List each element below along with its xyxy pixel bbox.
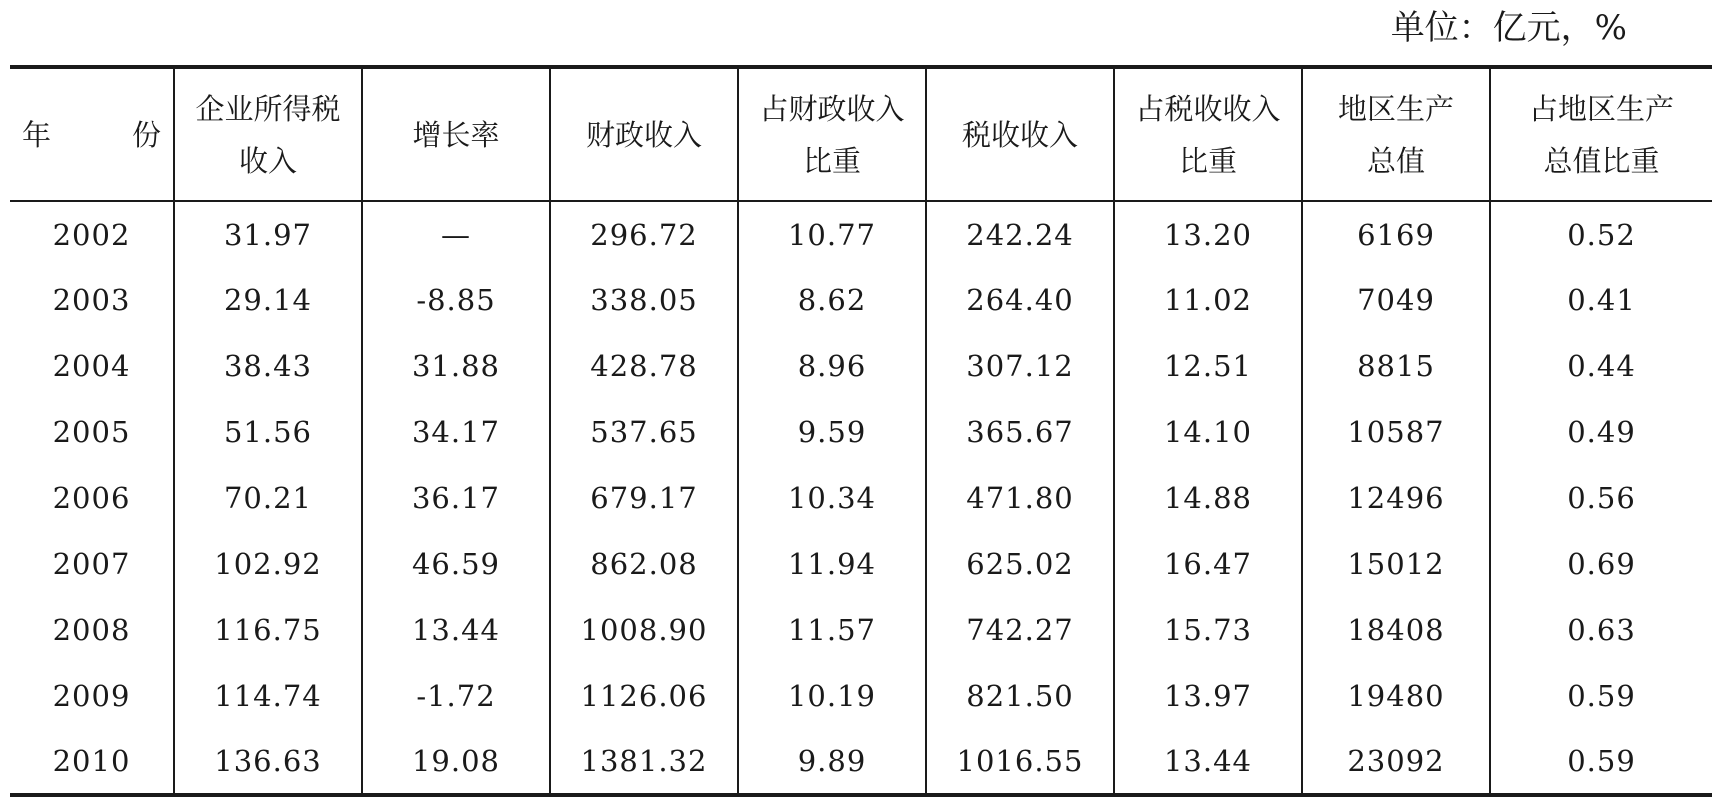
header-label: 收入 (238, 143, 297, 178)
table-cell: 19.08 (362, 729, 550, 795)
table-cell: 14.88 (1114, 465, 1302, 531)
table-cell: 11.02 (1114, 267, 1302, 333)
table-cell: 0.59 (1490, 729, 1712, 795)
table-cell: 10.77 (738, 201, 926, 267)
table-cell: 116.75 (174, 597, 362, 663)
table-cell: 0.41 (1490, 267, 1712, 333)
header-label: 比重 (802, 143, 861, 178)
header-enterprise-tax-revenue (174, 67, 362, 201)
table-cell: 0.52 (1490, 201, 1712, 267)
table-cell: 46.59 (362, 531, 550, 597)
table-row (10, 333, 1712, 399)
enterprise-income-tax-table (10, 65, 1712, 797)
table-cell: 70.21 (174, 465, 362, 531)
table-cell: 1381.32 (550, 729, 738, 795)
header-fiscal-revenue (550, 67, 738, 201)
table-cell: 11.57 (738, 597, 926, 663)
table-cell: 15.73 (1114, 597, 1302, 663)
header-label: 总值 (1366, 143, 1425, 178)
table-cell: 23092 (1302, 729, 1490, 795)
table-cell: 625.02 (926, 531, 1114, 597)
table-cell: 242.24 (926, 201, 1114, 267)
header-label: 企业所得税 (195, 91, 341, 126)
header-label: 占税收收入 (1135, 91, 1281, 126)
table-cell: 264.40 (926, 267, 1114, 333)
table-cell: 1016.55 (926, 729, 1114, 795)
header-label: 地区生产 (1337, 91, 1454, 126)
table-cell: 296.72 (550, 201, 738, 267)
table-body (10, 201, 1712, 795)
table-cell: 0.63 (1490, 597, 1712, 663)
table-cell: 13.20 (1114, 201, 1302, 267)
header-label: 总值比重 (1543, 143, 1660, 178)
table-cell: 114.74 (174, 663, 362, 729)
table-cell: 16.47 (1114, 531, 1302, 597)
table-row (10, 531, 1712, 597)
header-label: 年 份 (21, 117, 187, 152)
table-cell: 1126.06 (550, 663, 738, 729)
table-cell: 34.17 (362, 399, 550, 465)
table-cell: 9.59 (738, 399, 926, 465)
header-row (10, 67, 1712, 201)
table-cell: 862.08 (550, 531, 738, 597)
table-cell: 821.50 (926, 663, 1114, 729)
table-row (10, 465, 1712, 531)
year-cell: 2007 (52, 547, 131, 581)
table-cell: 679.17 (550, 465, 738, 531)
table-cell: 13.97 (1114, 663, 1302, 729)
header-growth-rate (362, 67, 550, 201)
header-share-of-tax-revenue (1114, 67, 1302, 201)
table-cell: 307.12 (926, 333, 1114, 399)
year-cell: 2005 (52, 415, 131, 449)
table-row (10, 729, 1712, 795)
header-label: 占财政收入 (759, 91, 905, 126)
table-cell: 0.69 (1490, 531, 1712, 597)
year-cell: 2004 (52, 349, 131, 383)
table-cell: 12.51 (1114, 333, 1302, 399)
table-cell: — (362, 201, 550, 267)
table-cell: 742.27 (926, 597, 1114, 663)
header-year (10, 67, 187, 201)
table-cell: 13.44 (362, 597, 550, 663)
table-cell: 19480 (1302, 663, 1490, 729)
header-share-of-gdp (1490, 67, 1712, 201)
table-cell: 10.19 (738, 663, 926, 729)
table-cell: 29.14 (174, 267, 362, 333)
table-cell: 0.56 (1490, 465, 1712, 531)
table-cell: 537.65 (550, 399, 738, 465)
year-cell: 2010 (10, 729, 174, 795)
table-cell: 51.56 (174, 399, 362, 465)
year-cell: 2002 (52, 217, 131, 252)
table-cell: 10587 (1302, 399, 1490, 465)
table-cell: 1008.90 (550, 597, 738, 663)
table-cell: 471.80 (926, 465, 1114, 531)
header-label: 增长率 (412, 117, 500, 152)
table-cell: 338.05 (550, 267, 738, 333)
table-cell: -8.85 (362, 267, 550, 333)
table-cell: 11.94 (738, 531, 926, 597)
header-label: 占地区生产 (1528, 91, 1674, 126)
table-cell: 31.97 (174, 201, 362, 267)
table-cell: 14.10 (1114, 399, 1302, 465)
table-cell: 7049 (1302, 267, 1490, 333)
table-cell: 102.92 (174, 531, 362, 597)
table-header (10, 67, 1712, 201)
header-label: 财政收入 (585, 117, 702, 152)
table-row (10, 201, 1712, 267)
table-cell: 9.89 (738, 729, 926, 795)
table-row (10, 267, 1712, 333)
header-label: 税收收入 (961, 117, 1078, 152)
year-cell: 2003 (52, 283, 131, 317)
table-cell: 0.59 (1490, 663, 1712, 729)
table-cell: 136.63 (174, 729, 362, 795)
year-cell: 2008 (52, 613, 131, 647)
header-label: 比重 (1178, 143, 1237, 178)
header-gdp (1302, 67, 1490, 201)
table-cell: 8.96 (738, 333, 926, 399)
unit-label: 单位：亿元，% (1390, 8, 1627, 48)
table-cell: 38.43 (174, 333, 362, 399)
table-cell: 6169 (1302, 201, 1490, 267)
header-tax-revenue (926, 67, 1114, 201)
table-cell: 15012 (1302, 531, 1490, 597)
table-row (10, 399, 1712, 465)
table-cell: 18408 (1302, 597, 1490, 663)
table-cell: 0.49 (1490, 399, 1712, 465)
table-cell: 8.62 (738, 267, 926, 333)
table-cell: 31.88 (362, 333, 550, 399)
year-cell: 2006 (52, 481, 131, 515)
table-row (10, 663, 1712, 729)
table-cell: 0.44 (1490, 333, 1712, 399)
table-cell: 36.17 (362, 465, 550, 531)
table-cell: 8815 (1302, 333, 1490, 399)
table-row (10, 597, 1712, 663)
year-cell: 2009 (52, 679, 131, 713)
table-cell: 10.34 (738, 465, 926, 531)
table-cell: -1.72 (362, 663, 550, 729)
table-cell: 13.44 (1114, 729, 1302, 795)
table-cell: 365.67 (926, 399, 1114, 465)
table-cell: 12496 (1302, 465, 1490, 531)
header-share-of-fiscal-revenue (738, 67, 926, 201)
table-cell: 428.78 (550, 333, 738, 399)
